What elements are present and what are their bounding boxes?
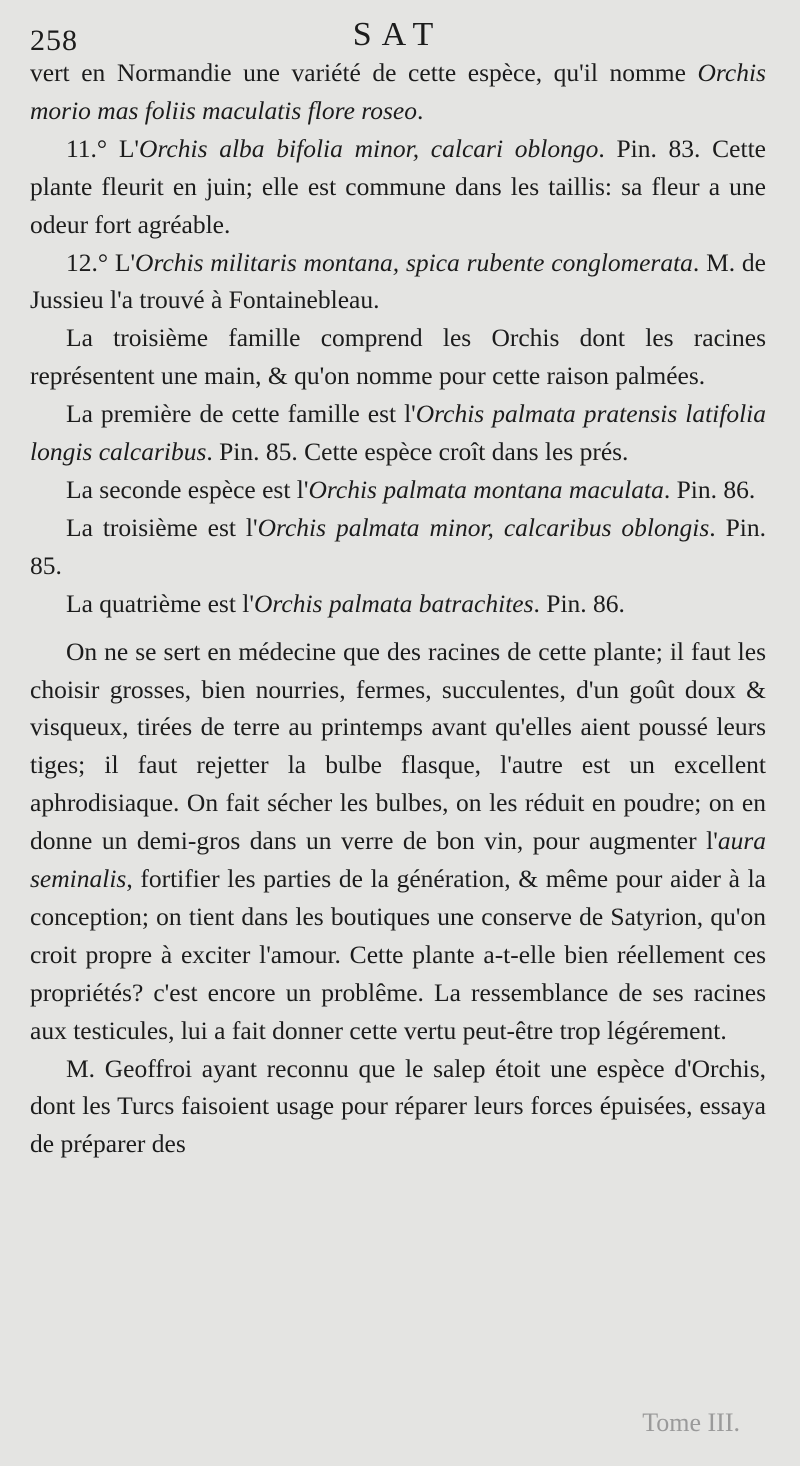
italic-run: Orchis palmata minor, calcaribus oblongis	[257, 512, 710, 542]
text-run: 11.° L'	[66, 133, 140, 163]
text-run: La troisième famille comprend les Orchis dont les racines représentent une main, & qu'on nomme pour cette raison palmées.	[30, 323, 766, 391]
bleed-through-text: Tome III.	[642, 1408, 740, 1437]
text-run: . Pin. 83. Cette plante fleurit en juin; elle est commune dans les taillis: sa fleur a une odeur fort agréable.	[30, 133, 766, 239]
bleed-through	[0, 1406, 800, 1466]
text-run: . Pin. 85.	[30, 512, 766, 580]
text-run: vert en Normandie une variété de cette espèce, qu'il nomme	[30, 58, 698, 87]
paragraph	[30, 130, 766, 244]
text-run: La quatrième est l'	[66, 588, 254, 618]
text-run: M. Geoffroi ayant reconnu que le salep étoit une espèce d'Orchis, dont les Turcs faisoient usage pour réparer leurs forces épuisées, essaya de préparer des	[30, 1053, 766, 1159]
paragraph	[30, 585, 766, 623]
paragraph	[30, 1050, 766, 1164]
paragraph	[30, 244, 766, 320]
paragraph	[30, 395, 766, 471]
text-run: La troisième est l'	[66, 512, 258, 542]
italic-run: Orchis alba bifolia minor, calcari oblongo	[139, 133, 599, 163]
paragraph	[30, 509, 766, 585]
paragraph	[30, 633, 766, 1050]
italic-run: Orchis palmata pratensis latifolia longis calcaribus	[30, 399, 766, 467]
italic-run: Orchis militaris montana, spica rubente conglomerata	[135, 247, 693, 277]
page-number: 258	[30, 24, 78, 57]
italic-run: Orchis morio mas foliis maculatis flore roseo	[30, 58, 766, 125]
page-header	[30, 10, 766, 57]
paragraph	[30, 54, 766, 130]
text-run: , fortifier les parties de la génération, & même pour aider à la conception; on tient dans les boutiques une conserve de Satyrion, qu'on croit propre à exciter l'amour. Cette plante a-t-elle bien réellement ces propriétés? c'est encore un problême. La ressemblance de ses racines aux testicules, lui a fait donner cette vertu peut-être trop légérement.	[30, 864, 766, 1045]
paragraph	[30, 471, 766, 509]
text-run: La première de cette famille est l'	[66, 399, 416, 429]
body-text	[30, 54, 766, 1163]
italic-run: Orchis palmata batrachites	[253, 588, 534, 618]
italic-run: aura seminalis	[30, 826, 766, 894]
italic-run: Orchis palmata montana maculata	[308, 474, 664, 504]
text-run: On ne se sert en médecine que des racines de cette plante; il faut les choisir grosses, bien nourries, fermes, succulentes, d'un goût doux & visqueux, tirées de terre au printemps avant qu'elles aient poussé leurs tiges; il faut rejetter la bulbe flasque, l'autre est un excellent aphrodisiaque. On fait sécher les bulbes, on les réduit en poudre; on en donne un demi-gros dans un verre de bon vin, pour augmenter l'	[30, 636, 766, 856]
paragraph	[30, 319, 766, 395]
text-run: La seconde espèce est l'	[66, 474, 309, 504]
text-run: . M. de Jussieu l'a trouvé à Fontainebleau.	[30, 247, 766, 315]
text-run: .	[417, 95, 424, 125]
text-run: . Pin. 85. Cette espèce croît dans les prés.	[206, 437, 629, 467]
text-run: . Pin. 86.	[663, 474, 756, 504]
text-run: . Pin. 86.	[533, 588, 625, 618]
text-run: 12.° L'	[66, 247, 136, 277]
running-head: SAT	[352, 16, 444, 53]
